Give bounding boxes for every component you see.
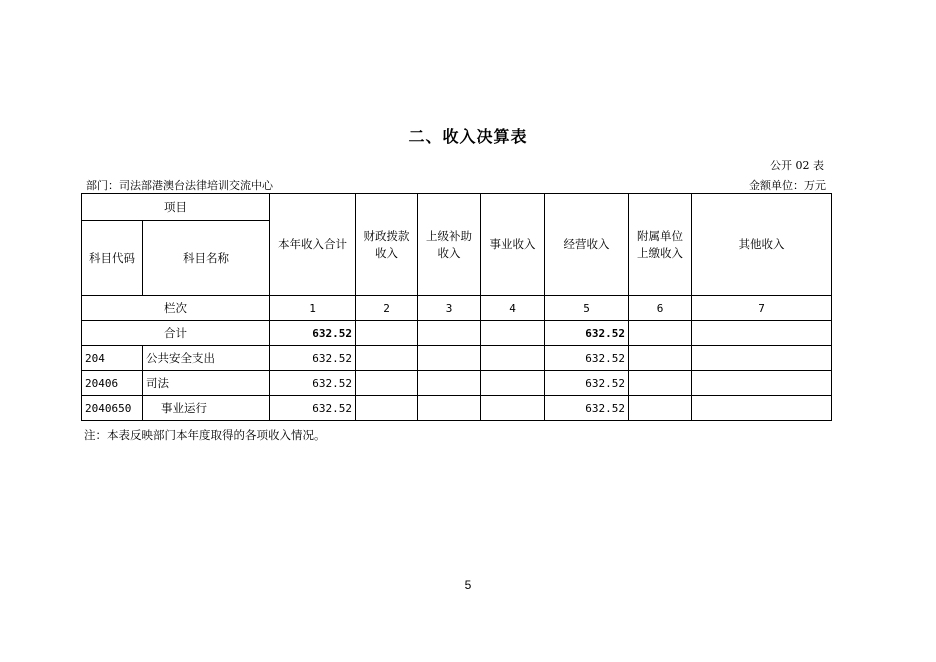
table-row (82, 346, 832, 371)
total-cell (418, 321, 481, 346)
header-subject-name: 科目名称 (143, 221, 270, 296)
subject-name: 司法 (143, 371, 270, 396)
subject-code: 204 (82, 346, 143, 371)
header-item: 项目 (82, 194, 270, 221)
value-cell (418, 346, 481, 371)
column-index-label: 栏次 (82, 296, 270, 321)
table-row (82, 396, 832, 421)
page-number: 5 (464, 578, 472, 592)
column-index: 2 (356, 296, 418, 321)
header-col4: 事业收入 (481, 194, 545, 296)
column-index: 3 (418, 296, 481, 321)
value-cell (481, 371, 545, 396)
total-cell (692, 321, 832, 346)
unit-label: 金额单位：万元 (749, 179, 826, 192)
subject-code: 20406 (82, 371, 143, 396)
income-table (81, 193, 832, 421)
header-col3: 上级补助收入 (418, 194, 481, 296)
value-cell (356, 371, 418, 396)
total-row (82, 321, 832, 346)
value-cell (629, 371, 692, 396)
value-cell (418, 396, 481, 421)
column-index: 4 (481, 296, 545, 321)
header-col5: 经营收入 (545, 194, 629, 296)
department-label: 部门：司法部港澳台法律培训交流中心 (86, 179, 273, 192)
header-col2: 财政拨款收入 (356, 194, 418, 296)
value-cell (481, 346, 545, 371)
column-index: 5 (545, 296, 629, 321)
header-col1: 本年收入合计 (270, 194, 356, 296)
total-label: 合计 (82, 321, 270, 346)
value-cell (629, 396, 692, 421)
value-cell (692, 371, 832, 396)
header-col7: 其他收入 (692, 194, 832, 296)
value-cell: 632.52 (270, 371, 356, 396)
total-cell (629, 321, 692, 346)
value-cell: 632.52 (545, 371, 629, 396)
page-title: 二、收入决算表 (408, 127, 528, 146)
total-cell: 632.52 (545, 321, 629, 346)
footnote: 注：本表反映部门本年度取得的各项收入情况。 (84, 428, 326, 442)
value-cell (418, 371, 481, 396)
value-cell: 632.52 (545, 396, 629, 421)
subject-name: 公共安全支出 (143, 346, 270, 371)
total-cell: 632.52 (270, 321, 356, 346)
total-cell (356, 321, 418, 346)
value-cell: 632.52 (545, 346, 629, 371)
value-cell (692, 346, 832, 371)
total-cell (481, 321, 545, 346)
subject-name: 事业运行 (143, 396, 270, 421)
value-cell (356, 346, 418, 371)
header-col6: 附属单位上缴收入 (629, 194, 692, 296)
column-index: 1 (270, 296, 356, 321)
header-subject-code: 科目代码 (82, 221, 143, 296)
value-cell (481, 396, 545, 421)
value-cell (356, 396, 418, 421)
value-cell (629, 346, 692, 371)
table-row (82, 371, 832, 396)
table-code: 公开 02 表 (770, 159, 824, 172)
value-cell: 632.52 (270, 346, 356, 371)
value-cell: 632.52 (270, 396, 356, 421)
subject-code: 2040650 (82, 396, 143, 421)
column-index: 6 (629, 296, 692, 321)
value-cell (692, 396, 832, 421)
column-index: 7 (692, 296, 832, 321)
